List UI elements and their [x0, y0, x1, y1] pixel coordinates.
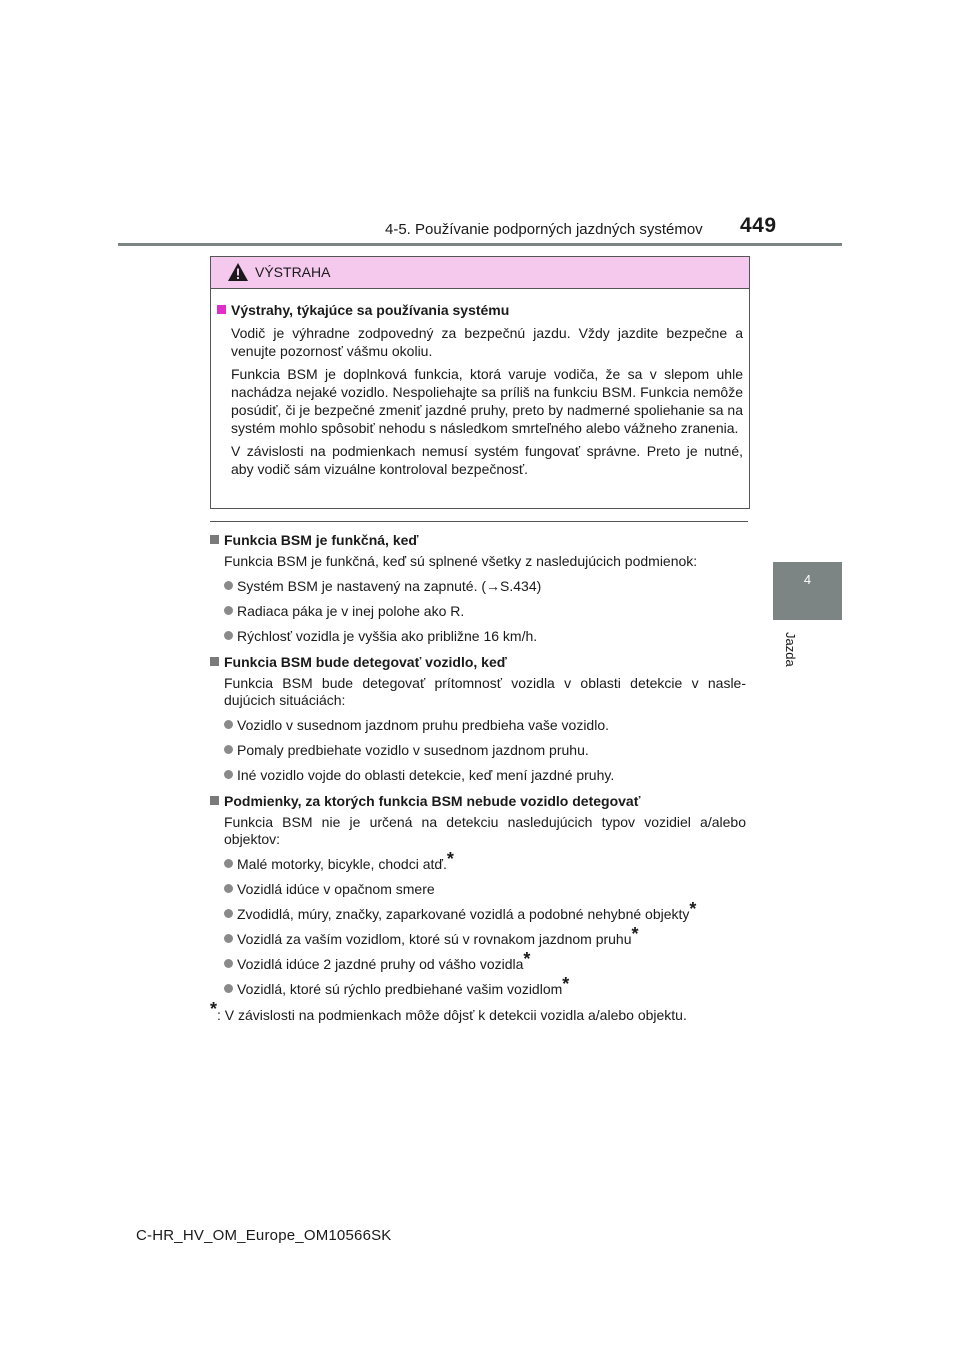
list-item-text: Vozidlá, ktoré sú rýchlo predbiehané vašim vozidlom [237, 981, 563, 997]
footnote-marker: * [631, 924, 639, 944]
list-item [224, 627, 746, 645]
section-heading [210, 530, 746, 550]
list-item-text: Iné vozidlo vojde do oblasti detekcie, keď mení jazdné pruhy. [237, 767, 615, 783]
warning-box [210, 256, 750, 509]
list-item-text: Systém BSM je nastavený na zapnuté. (→S.434) [237, 578, 542, 594]
warning-header [211, 257, 749, 289]
warning-paragraph: Funkcia BSM je doplnková funkcia, ktorá varuje vodiča, že sa v slepom uhle nachádza nejaké vozidlo. Nespoliehajte sa príliš na funkciu BSM. Funkcia nemôže posúdiť, či je bezpečné zmeniť jazdné pruhy, preto by nadmerné spoliehanie sa na systém mohlo spôsobiť nehodu s následkom smrteľného alebo vážneho zranenia. [231, 366, 743, 436]
chapter-tab [773, 562, 842, 620]
bullet-dot-icon [224, 984, 233, 993]
footnote-marker: * [446, 849, 454, 869]
section-intro: Funkcia BSM bude detegovať prítomnosť vozidla v oblasti detekcie v nasle- dujúcich situáciách: [224, 675, 746, 708]
section-heading [210, 791, 746, 811]
bullet-dot-icon [224, 959, 233, 968]
footnote-marker: * [523, 949, 531, 969]
square-bullet-icon [217, 305, 226, 314]
footnote [210, 999, 746, 1024]
bullet-dot-icon [224, 745, 233, 754]
warning-body [217, 301, 743, 478]
list-item [224, 924, 746, 948]
bullet-dot-icon [224, 934, 233, 943]
section-title: 4-5. Používanie podporných jazdných systémov [385, 221, 703, 238]
list-item-text: Zvodidlá, múry, značky, zaparkované vozidlá a podobné nehybné objekty [237, 906, 690, 922]
header-divider [118, 243, 842, 246]
bullet-dot-icon [224, 581, 233, 590]
bullet-dot-icon [224, 859, 233, 868]
list-item [224, 880, 746, 898]
section-heading [210, 652, 746, 672]
section-intro: Funkcia BSM je funkčná, keď sú splnené všetky z nasledujúcich podmienok: [224, 553, 698, 569]
list-item-text: Vozidlá idúce 2 jazdné pruhy od vášho vozidla [237, 956, 524, 972]
bullet-dot-icon [224, 909, 233, 918]
bullet-dot-icon [224, 884, 233, 893]
section-heading-text: Funkcia BSM je funkčná, keď [224, 532, 419, 548]
list-item [224, 849, 746, 873]
main-content [210, 530, 746, 1024]
list-item [224, 949, 746, 973]
footnote-star: * [210, 999, 218, 1019]
list-item-text: Vozidlá idúce v opačnom smere [237, 881, 435, 897]
warning-subtitle [217, 301, 739, 319]
footnote-marker: * [562, 974, 570, 994]
section-heading-text: Funkcia BSM bude detegovať vozidlo, keď [224, 654, 507, 670]
footnote-marker: * [689, 899, 697, 919]
document-code: C-HR_HV_OM_Europe_OM10566SK [136, 1227, 392, 1244]
square-bullet-icon [210, 796, 219, 805]
warning-paragraph: Vodič je výhradne zodpovedný za bezpečnú jazdu. Vždy jazdite bezpečne a venujte pozornosť vášmu okoliu. [231, 325, 743, 359]
list-item [224, 974, 746, 998]
list-item [224, 716, 746, 734]
list-item-text: Vozidlo v susednom jazdnom pruhu predbieha vaše vozidlo. [237, 717, 610, 733]
chapter-number: 4 [803, 572, 812, 587]
warning-subtitle-text: Výstrahy, týkajúce sa používania systému [231, 302, 510, 318]
footnote-text: : V závislosti na podmienkach môže dôjsť k detekcii vozidla a/alebo objektu. [217, 1007, 687, 1023]
list-item [224, 766, 746, 784]
section-heading-text: Podmienky, za ktorých funkcia BSM nebude vozidlo detegovať [224, 793, 641, 809]
list-item [224, 577, 746, 595]
list-item-text: Pomaly predbiehate vozidlo v susednom jazdnom pruhu. [237, 742, 589, 758]
list-item [224, 741, 746, 759]
list-item [224, 899, 746, 923]
bullet-dot-icon [224, 770, 233, 779]
page-number: 449 [740, 214, 777, 237]
list-item-text: Rýchlosť vozidla je vyššia ako približne 16 km/h. [237, 628, 538, 644]
warning-paragraph: V závislosti na podmienkach nemusí systém fungovať správne. Preto je nutné, aby vodič sám vizuálne kontroloval bezpečnosť. [231, 443, 743, 477]
list-item-text: Radiaca páka je v inej polohe ako R. [237, 603, 465, 619]
chapter-label-wrap [784, 628, 802, 668]
list-item-text: Malé motorky, bicykle, chodci atď. [237, 856, 447, 872]
list-item [224, 602, 746, 620]
content-divider [210, 521, 748, 522]
chapter-label: Jazda [783, 632, 798, 667]
section-intro: Funkcia BSM nie je určená na detekciu nasledujúcich typov vozidiel a/alebo objektov: [224, 814, 746, 847]
square-bullet-icon [210, 535, 219, 544]
bullet-dot-icon [224, 631, 233, 640]
warning-title: VÝSTRAHA [255, 264, 331, 280]
warning-triangle-icon [227, 262, 249, 282]
list-item-text: Vozidlá za vaším vozidlom, ktoré sú v rovnakom jazdnom pruhu [237, 931, 632, 947]
square-bullet-icon [210, 657, 219, 666]
bullet-dot-icon [224, 606, 233, 615]
bullet-dot-icon [224, 720, 233, 729]
